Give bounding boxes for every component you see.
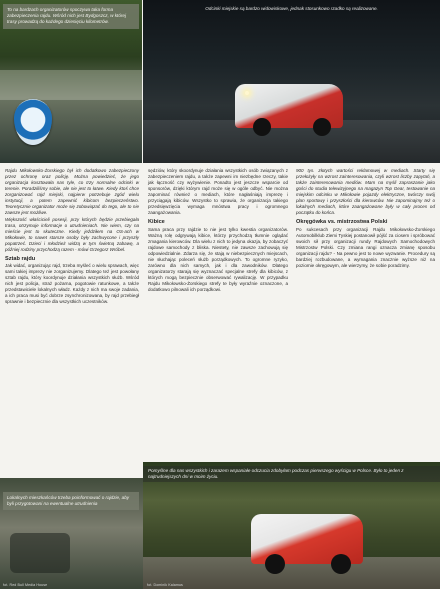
- paragraph: Jak widać, organizując rajd, trzeba myśleć o wielu sprawach, więc sami takiej imprezy nie zorganizujemy. Dlatego też jest powołany sztab rajdu, który koordynuje działania wszystkich służb. Wśród nich jest policja, straż pożarna, pogotowie ratunkowe, a także przedstawiciele lokalnych władz. Każdy z nich ma swoje zadania, a ich praca musi być dobrze zsynchronizowana, by rajd przebiegł sprawnie i bezpiecznie dla wszystkich uczestników.: [5, 263, 139, 305]
- wheel-icon: [331, 554, 351, 574]
- photo-caption: [143, 466, 440, 482]
- photo-credit: fot. Red Bull Media House: [3, 583, 48, 587]
- paragraph: Większość właścicieli posesji, przy których będzie przebiegała trasa, otrzymuje informacje o utrudnieniach. Nie wiem, czy na mieście jest to skuteczne. Kiedy jeździłem na OS-ach w Mikołowie, to nawet starsze osoby były zachwycone i przyszły popatrzeć. Dzieci i młodzież widzą w tym świetną zabawę, a później rodziny przychodzą razem - mówi Grzegorz Wróbel.: [5, 216, 139, 252]
- background-crowd: [0, 70, 142, 100]
- caption-text: To na bardzach organizatorów spoczywa taka forma zabezpieczenia rajdu. Wśród nich jest Bydgoszcz, w której trasy prowadzą do każdego dziesięciu kilometrów.: [7, 7, 126, 25]
- caption-text: Odcinki miejskie są bardzo widowiskowe, jednak stosunkowo rzadko są realizowane.: [205, 6, 378, 11]
- wheel-icon: [313, 118, 331, 136]
- section-heading: Kibice: [148, 219, 165, 226]
- section-heading: Okręgówka vs. mistrzostwa Polski: [296, 219, 388, 226]
- crowd-silhouette: [10, 533, 70, 573]
- article-column-right: [296, 168, 435, 269]
- rally-sign-icon: [14, 99, 52, 145]
- photo-credit: fot. Dominik Kalamus: [147, 583, 183, 587]
- photo-rally-car-city: [143, 0, 440, 163]
- paragraph: Rajdu Mikołowsko-Żorskiego był ich dodatkowo zabezpieczony przez ochronę oraz policję. Można powiedzieć, że jego organizacja kosztowała nas tyle, co trzy normalne odcinki w terenie. Poradziliśmy sobie, ale nie jest to łatwe. Kiedy ktoś chce zorganizować rajd miejski, najpierw potrzebuje zgód wielu instytucji, a potem zapewnić kibicom bezpieczeństwo. Teoretycznie organizator może się zobowiązać do tego, ale to nie zawsze jest możliwe.: [5, 168, 139, 216]
- article-column-left: [5, 168, 139, 306]
- wheel-icon: [265, 554, 285, 574]
- photo-caption: [3, 492, 139, 510]
- paragraph: sędziów, który skoordynuje działania wszystkich osób związanych z zabezpieczeniem rajdu, a także zapewni im niezbędne rzeczy, takie jak łączność czy wyżywienie. Ponadto jest jeszcze wsparcie od sponsorów, dzięki którym rajd może się w ogóle odbyć. Nie można zapominać również o mediach, które nagłaśniają imprezę i przyciągają kibiców. Wszystko to sprawia, że organizacja takiego przedsięwzięcia wymaga mnóstwa pracy i ogromnego zaangażowania.: [148, 168, 288, 216]
- paragraph: 900 tys. złotych wartości reklamowej w mediach. Starty się przełożyły na wzrost zainteresowania, czyli wzrost liczby zapytań, a także zainteresowania mediów. Mam na myśli zapraszanie jako gości do studia telewizyjnego na magazyn Top Gear, testowanie na miejskim odcinku w Mikołowie pojazdy elektryczne, twórczy swój plan sportowy i przyszłości dla kierowców. Nie zapominajmy też o lokalnych mediach, które zaangażowane były w cały proces od początku do końca.: [296, 168, 435, 216]
- photo-caption: [3, 4, 139, 29]
- photo-spectators: [0, 478, 143, 589]
- section-heading: Sztab rajdu: [5, 255, 36, 262]
- wheel-icon: [253, 118, 271, 136]
- caption-text: Lokalnych mieszkańców trzeba poinformować o rajdzie, aby byli przygotowani na ewentualne utrudnienia: [7, 495, 130, 507]
- paragraph: Sama praca przy rajdzie to nie jest tylko kwestia organizatorów. Ważną rolę odgrywają kibice, którzy przychodzą tłumnie oglądać zmagania kierowców. Dla wielu z nich to jedyna okazja, by zobaczyć rajdowe samochody z bliska. Niestety, nie zawsze zachowują się odpowiedzialnie. Zdarza się, że stają w niebezpiecznych miejscach, nie słuchając poleceń służb porządkowych. To ogromne ryzyko, zarówno dla nich samych, jak i dla zawodników. Dlatego organizatorzy starają się wyznaczać specjalne strefy dla kibiców, z których mogą bezpiecznie obserwować rywalizację. W przypadku Rajdu Mikołowsko-Żorskiego strefy te były wyraźnie oznaczone, a dodatkowo pilnowali ich porządkowi.: [148, 226, 288, 292]
- caption-text: Pomyślne dla nas wszystkich i zarazem wspaniałe odczucia zdobyłam podczas pierwszego wyścigu w Polsce. Było to jeden z najtrudniejszych dni w moim życiu.: [148, 468, 404, 479]
- photo-spectators-zone: [0, 0, 142, 163]
- paragraph: Po sukcesach przy organizacji Rajdu Mikołowsko-Żorskiego Automobilklub Ziemi Tyskiej postanowił pójść za ciosem i spróbować swoich sił przy organizacji rundy Rajdowych Samochodowych Mistrzostw Polski. Czy zmiana rangi oznacza zmianę sposobu organizacji rajdu? - Na pewno jest to nowe wyzwanie. Procedury są bardziej rozbudowane, a wymagania znacznie wyższe niż na poziomie okręgowym, ale wierzymy, że sobie poradzimy.: [296, 226, 435, 268]
- photo-caption: [143, 4, 440, 14]
- headlight-icon: [245, 91, 249, 95]
- article-column-middle: [148, 168, 288, 293]
- photo-rally-car-forest: [143, 462, 440, 589]
